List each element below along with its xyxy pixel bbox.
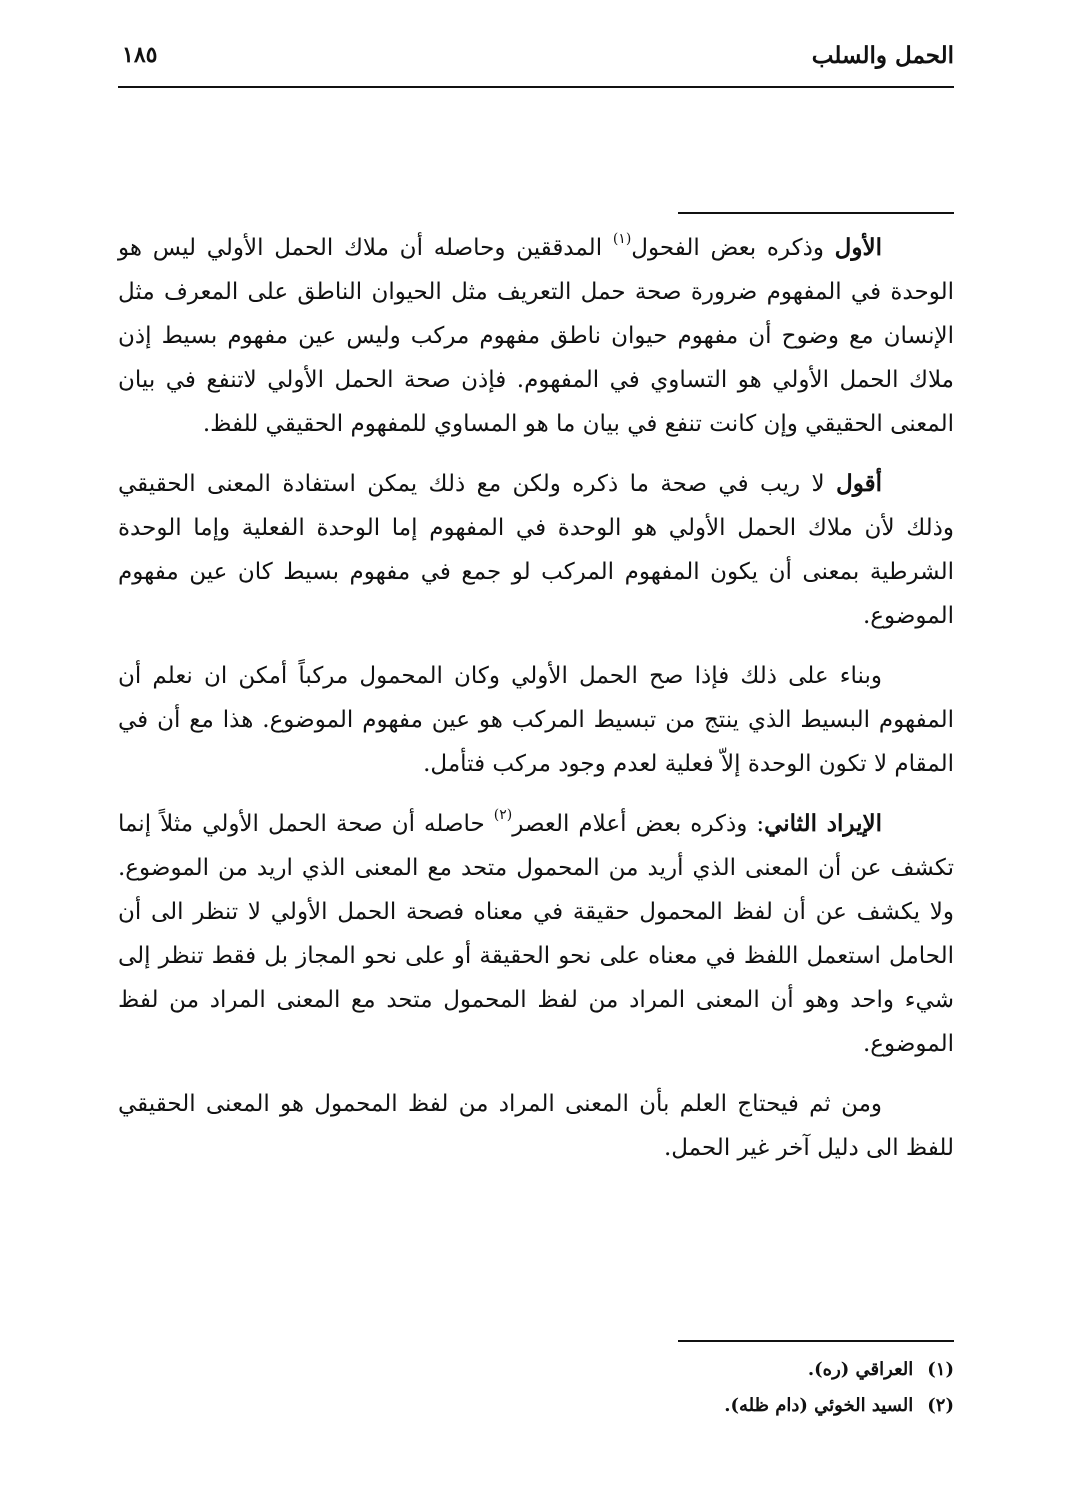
footnote-divider — [678, 1340, 954, 1342]
footnote-number: (١) — [927, 1359, 954, 1380]
paragraph-4 — [118, 802, 954, 1066]
paragraph-5 — [118, 1082, 954, 1170]
paragraph-lead: الأول — [834, 234, 882, 261]
paragraph-2 — [118, 462, 954, 638]
footnote-ref-1: (١) — [612, 231, 632, 247]
footnote-text: العراقي (ره). — [807, 1359, 914, 1380]
paragraph-1 — [118, 226, 954, 446]
paragraph-3 — [118, 654, 954, 786]
page-header — [118, 40, 954, 88]
paragraph-text: : وذكره بعض أعلام العصر — [512, 811, 765, 837]
paragraph-text: وبناء على ذلك فإذا صح الحمل الأولي وكان المحمول مركباً أمكن ان نعلم أن المفهوم البسيط الذي ينتج من تبسيط المركب هو عين مفهوم الموضوع. هذا مع أن في المقام لا تكون الوحدة إلاّ فعلية لعدم وجود مركب فتأمل. — [118, 663, 954, 777]
paragraph-text: المدققين وحاصله أن ملاك الحمل الأولي ليس هو الوحدة في المفهوم ضرورة صحة حمل التعريف مثل الحيوان الناطق على المعرف مثل الإنسان مع وضوح أن مفهوم حيوان ناطق مفهوم مركب وليس عين مفهوم بسيط إذن ملاك الحمل الأولي هو التساوي في المفهوم. فإذن صحة الحمل الأولي لاتنفع في بيان المعنى الحقيقي وإن كانت تنفع في بيان ما هو المساوي للمفهوم الحقيقي للفظ. — [118, 235, 954, 437]
footnote-1 — [118, 1352, 954, 1388]
paragraph-text: وذكره بعض الفحول — [631, 235, 835, 261]
paragraph-lead: أقول — [836, 470, 882, 497]
paragraph-text: حاصله أن صحة الحمل الأولي مثلاً إنما تكشف عن أن المعنى الذي أريد من المحمول متحد مع المعنى الذي اريد من الموضوع. ولا يكشف عن أن لفظ المحمول حقيقة في معناه فصحة الحمل الأولي لا تنظر الى أن الحامل استعمل اللفظ في معناه على نحو الحقيقة أو على نحو المجاز بل فقط تنظر إلى شيء واحد وهو أن المعنى المراد من لفظ المحمول متحد مع المعنى المراد من لفظ الموضوع. — [118, 811, 954, 1057]
footnote-ref-2: (٢) — [493, 807, 513, 823]
paragraph-text: ومن ثم فيحتاج العلم بأن المعنى المراد من لفظ المحمول هو المعنى الحقيقي للفظ الى دليل آخر غير الحمل. — [118, 1091, 954, 1161]
footnote-text: السيد الخوئي (دام ظله). — [724, 1395, 914, 1416]
footnotes — [118, 1352, 954, 1424]
paragraph-text: لا ريب في صحة ما ذكره ولكن مع ذلك يمكن استفادة المعنى الحقيقي وذلك لأن ملاك الحمل الأولي هو الوحدة في المفهوم إما الوحدة الفعلية وإما الوحدة الشرطية بمعنى أن يكون المفهوم المركب لو جمع في مفهوم بسيط كان عين مفهوم الموضوع. — [118, 471, 954, 629]
footnote-2 — [118, 1388, 954, 1424]
paragraph-lead: الإيراد الثاني — [764, 810, 882, 837]
footnote-number: (٢) — [927, 1395, 954, 1416]
top-divider — [678, 212, 954, 214]
running-title: الحمل والسلب — [811, 42, 954, 69]
page-number: ١٨٥ — [122, 42, 158, 68]
main-text — [118, 226, 954, 1186]
